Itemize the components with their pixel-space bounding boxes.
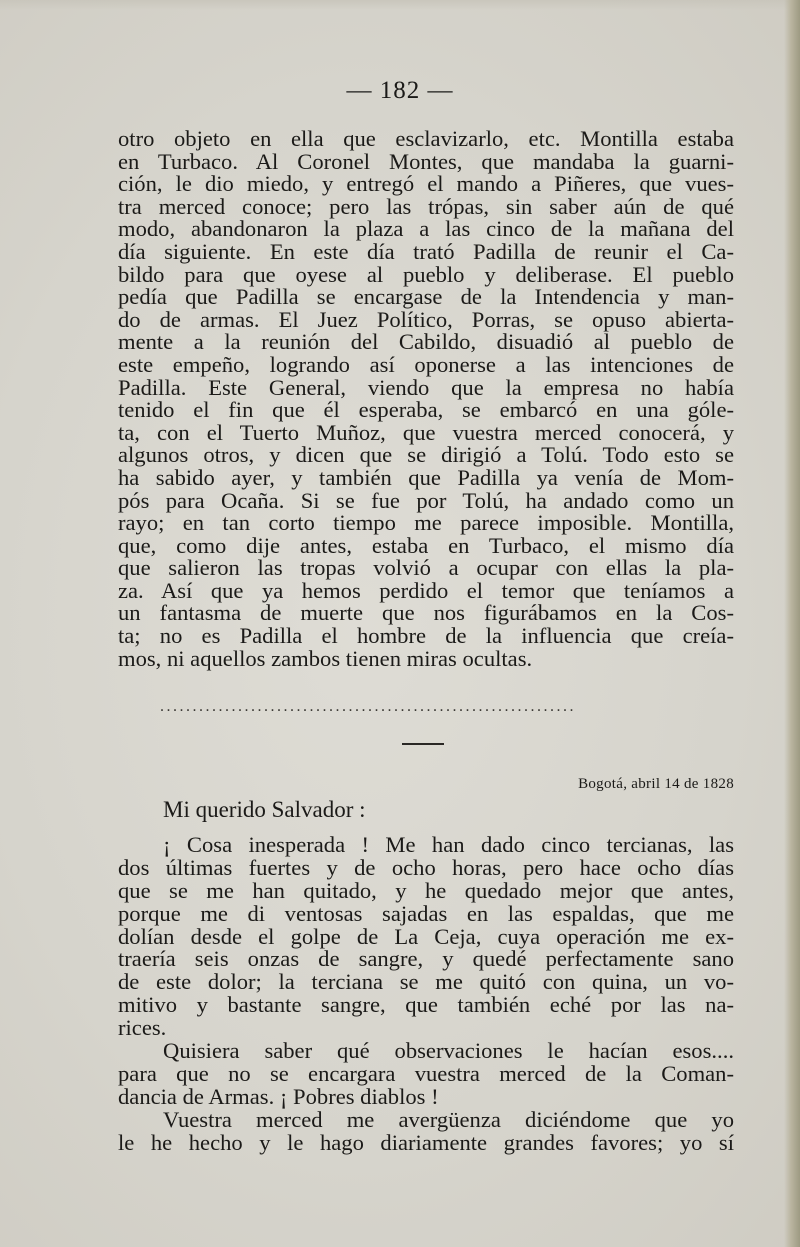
text-line: que salieron las tropas volvió a ocupar con ellas la pla- (118, 555, 734, 581)
text-line: otro objeto en ella que esclavizarlo, etc. Montilla estaba (118, 126, 734, 151)
text-line: mitivo y bastante sangre, que también eché por las na- (118, 992, 734, 1018)
text-line: rayo; en tan corto tiempo me parece imposible. Montilla, (118, 510, 734, 536)
section-separator (402, 743, 444, 745)
text-line: rices. (118, 1015, 167, 1041)
text-line: le he hecho y le hago diariamente grandes favores; yo sí (118, 1129, 734, 1155)
text-line: un fantasma de muerte que nos figurábamos en la Cos- (118, 600, 734, 626)
text-line: za. Así que ya hemos perdido el temor que teníamos a (118, 577, 734, 603)
text-line: do de armas. El Juez Político, Porras, se opuso abierta- (118, 306, 734, 332)
text-line: que se me han quitado, y he quedado mejor que antes, (118, 877, 734, 903)
letter-salutation: Mi querido Salvador : (163, 797, 366, 822)
text-line: en Turbaco. Al Coronel Montes, que mandaba la guarni- (118, 148, 734, 174)
text-line: pós para Ocaña. Si se fue por Tolú, ha andado como un (118, 487, 734, 513)
text-line: dolían desde el golpe de La Ceja, cuya operación me ex- (118, 923, 734, 949)
text-line: ta; no es Padilla el hombre de la influencia que creía- (118, 623, 734, 649)
text-line: Padilla. Este General, viendo que la empresa no había (118, 374, 734, 400)
text-line: para que no se encargara vuestra merced de la Coman- (118, 1060, 734, 1086)
text-line: día siguiente. En este día trató Padilla de reunir el Ca- (118, 238, 734, 264)
text-line: pedía que Padilla se encargase de la Intendencia y man- (118, 284, 734, 310)
text-line: mente a la reunión del Cabildo, disuadió al pueblo de (118, 329, 734, 355)
page-top-edge (0, 0, 800, 10)
text-line: Vuestra merced me avergüenza diciéndome que yo (163, 1106, 734, 1132)
page-binding-edge (784, 0, 800, 1247)
page-number: — 182 — (346, 77, 454, 104)
text-line: este empeño, logrando así oponerse a las intenciones de (118, 351, 734, 377)
letter-body (118, 834, 734, 1154)
text-line: dos últimas fuertes y de ocho horas, pero hace ocho días (118, 854, 734, 880)
text-line: dancia de Armas. ¡ Pobres diablos ! (118, 1083, 439, 1109)
text-line: que, como dije antes, estaba en Turbaco, el mismo día (118, 532, 734, 558)
text-line: bildo para que oyese al pueblo y deliberase. El pueblo (118, 261, 734, 287)
text-line: traería seis onzas de sangre, y quedé perfectamente sano (118, 946, 734, 972)
text-line: tra merced conoce; pero las trópas, sin saber aún de qué (118, 193, 734, 219)
text-line: modo, abandonaron la plaza a las cinco de la mañana del (118, 216, 734, 242)
ellipsis-row: ................................................................ (160, 698, 576, 715)
text-line: Quisiera saber qué observaciones le hacían esos.... (163, 1038, 734, 1064)
text-line: algunos otros, y dicen que se dirigió a Tolú. Todo esto se (118, 442, 734, 468)
text-line: porque me di ventosas sajadas en las espaldas, que me (118, 900, 734, 926)
text-line: tenido el fin que él esperaba, se embarcó en una góle- (118, 397, 734, 423)
text-line: ción, le dio miedo, y entregó el mando a Piñeres, que vues- (118, 171, 734, 197)
text-line: ¡ Cosa inesperada ! Me han dado cinco tercianas, las (163, 832, 734, 857)
letter-continuation (118, 128, 734, 670)
letter-dateline: Bogotá, abril 14 de 1828 (578, 776, 734, 792)
text-line: mos, ni aquellos zambos tienen miras ocultas. (118, 645, 533, 671)
text-line: ha sabido ayer, y también que Padilla ya venía de Mom- (118, 464, 734, 490)
text-line: ta, con el Tuerto Muñoz, que vuestra merced conocerá, y (118, 419, 734, 445)
text-line: de este dolor; la terciana se me quitó con quina, un vo- (118, 969, 734, 995)
